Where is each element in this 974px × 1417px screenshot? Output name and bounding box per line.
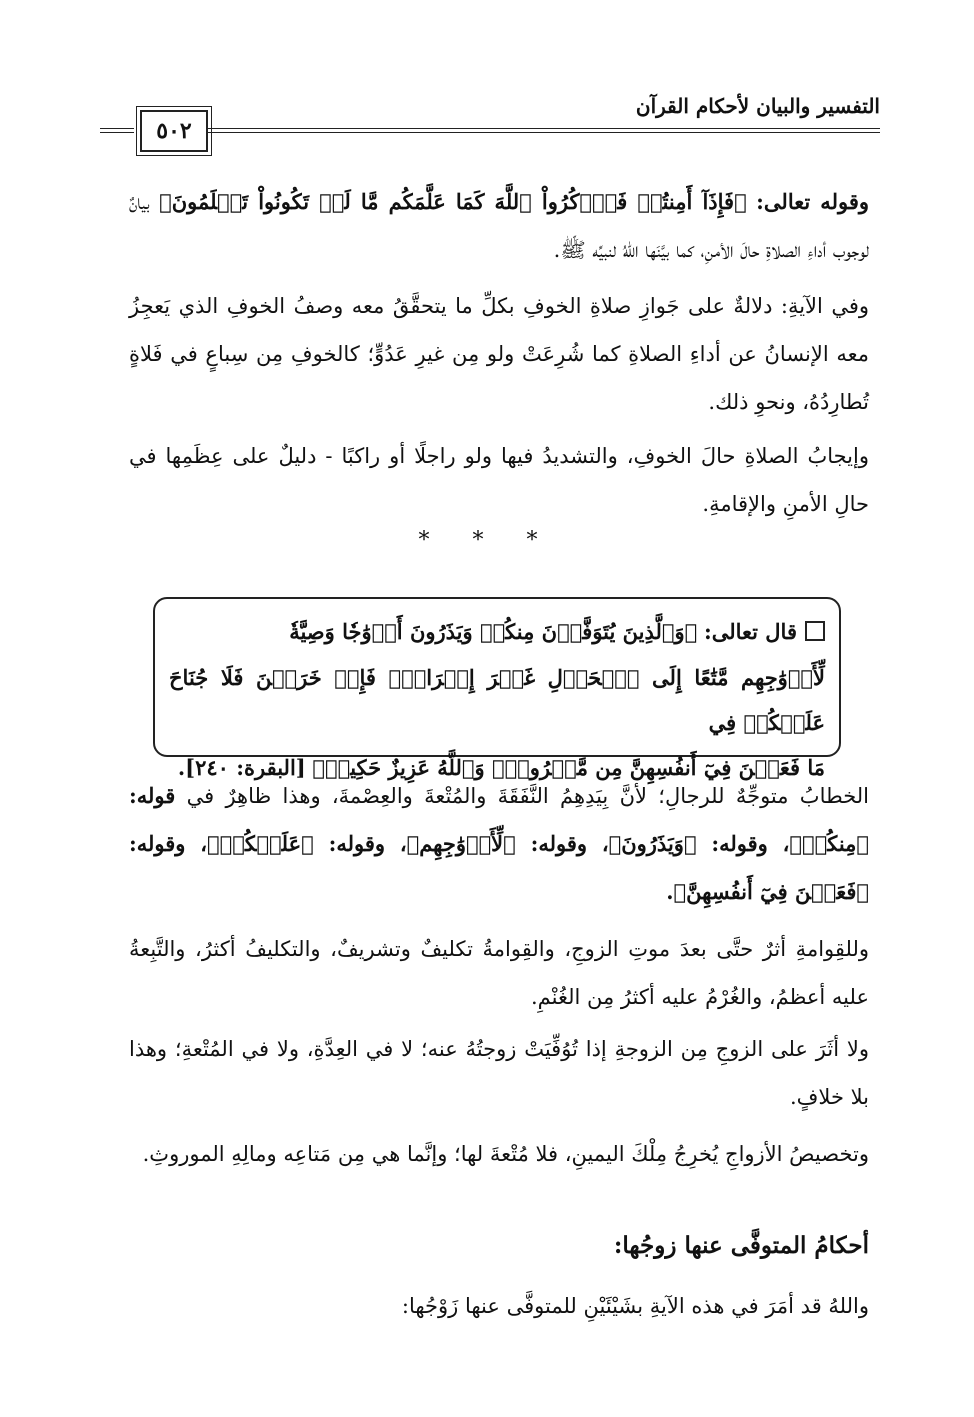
section-separator: * * * [418, 528, 556, 553]
quran-quote: مَا فَعَلۡنَ فِيٓ أَنفُسِهِنَّ مِن مَّعۡرُوفٖۗ وَٱللَّهُ عَزِيزٌ حَكِيمٞ﴾ [312, 755, 825, 780]
quote-lead: وقوله: [328, 831, 385, 856]
quran-quote: ﴿لِّأَزۡوَٰجِهِم﴾، [385, 831, 531, 856]
quote-lead: قوله: [129, 783, 176, 808]
paragraph-7: وتخصيصُ الأزواجِ يُخرِجُ مِلْكَ اليمينِ، فلا مُتْعةَ لها؛ وإنَّما هي مِن مَتاعِه ومالِهِ الموروثِ. [142, 1142, 869, 1166]
quote-lead: وقوله: [129, 831, 186, 856]
page-number: ٥٠٢ [140, 110, 208, 152]
paragraph-1 [129, 178, 869, 274]
verse-box-lead: قال تعالى: [703, 619, 797, 644]
quran-quote: ﴿فَعَلۡنَ فِيٓ أَنفُسِهِنَّ﴾. [666, 879, 869, 904]
quran-quote: ﴿عَلَيۡكُمۡ﴾، [185, 831, 329, 856]
paragraph-3: وإيجابُ الصلاةِ حالَ الخوفِ، والتشديدُ فيها ولو راجلًا أو راكبًا - دليلٌ على عِظَمِها في حالِ الأمنِ والإقامةِ. [129, 444, 869, 516]
ornament-icon [805, 621, 825, 641]
running-title: التفسير والبيان لأحكام القرآن [635, 94, 880, 118]
header-rule-short [100, 128, 134, 133]
quran-quote: ﴿فَإِذَآ أَمِنتُمۡ فَٱذۡكُرُواْ ٱللَّهَ كَمَا عَلَّمَكُم مَّا لَمۡ تَكُونُواْ تَعۡلَمُونَ﴾ [159, 189, 747, 214]
paragraph-2: وفي الآيةِ: دلالةٌ على جَوازِ صلاةِ الخوفِ بكلِّ ما يتحقَّقُ معه وصفُ الخوفِ الذي يَعجِزُ معه الإنسانُ عن أداءِ الصلاةِ كما شُرِعَتْ ولو مِن غيرِ عَدُوٍّ؛ كالخوفِ مِن سِباعٍ في فَلاةٍ تُطارِدُهُ، ونحوِ ذلك. [129, 294, 869, 414]
verse-box [153, 597, 841, 780]
verse-reference: [البقرة: ٢٤٠]. [177, 755, 306, 780]
page-header [100, 92, 880, 162]
quran-quote: ﴿وَٱلَّذِينَ يُتَوَفَّوۡنَ مِنكُمۡ وَيَذَرُونَ أَزۡوَٰجٗا وَصِيَّةٗ [289, 619, 698, 644]
verse-line-2: لِّأَزۡوَٰجِهِم مَّتَٰعًا إِلَى ٱلۡحَوۡلِ غَيۡرَ إِخۡرَاجٖۚ فَإِنۡ خَرَجۡنَ فَلَا جُنَاحَ عَلَيۡكُمۡ فِي [169, 665, 825, 735]
section-heading: أحكامُ المتوفَّى عنها زوجُها: [613, 1232, 869, 1259]
quote-lead: وقوله: [530, 831, 588, 856]
paragraph-text: بيانٌ لوجوب أداءِ الصلاةِ حالَ الأمنِ، كما بيَّنَها اللهُ لنبيِّه ﷺ. [129, 190, 869, 262]
header-rule [190, 128, 880, 133]
verse-line-1 [169, 609, 825, 655]
paragraph-text: الخطابُ متوجِّهٌ للرجالِ؛ لأنَّ بِيَدِهِمُ النَّفَقَةَ والمُتْعةَ والعِصْمةَ، وهذا ظاهِرٌ في [175, 784, 869, 808]
paragraph-6: ولا أثَرَ على الزوجِ مِن الزوجةِ إذا تُوُفِّيَتْ زوجتُهُ عنه؛ لا في العِدَّةِ، ولا في المُتْعةِ؛ وهذا بلا خلافٍ. [129, 1037, 869, 1109]
paragraph-8: واللهُ قد أمَرَ في هذه الآيةِ بشَيْئَيْنِ للمتوفَّى عنها زَوْجُها: [401, 1294, 869, 1318]
quran-quote: ﴿وَيَذَرُونَ﴾، [587, 831, 712, 856]
verse-lead: وقوله تعالى: [756, 189, 869, 214]
paragraph-5: وللقِوامةِ أثرٌ حتَّى بعدَ موتِ الزوجِ، والقِوامةُ تكليفٌ وتشريفٌ، والتكليفُ أكثرُ، والتَّبِعةُ عليه أعظمُ، والغُرْمُ عليه أكثرُ مِن الغُنْمِ. [129, 937, 869, 1009]
paragraph-4 [129, 772, 869, 916]
quran-quote: ﴿مِنكُمۡ﴾، [767, 831, 870, 856]
quote-lead: وقوله: [711, 831, 768, 856]
